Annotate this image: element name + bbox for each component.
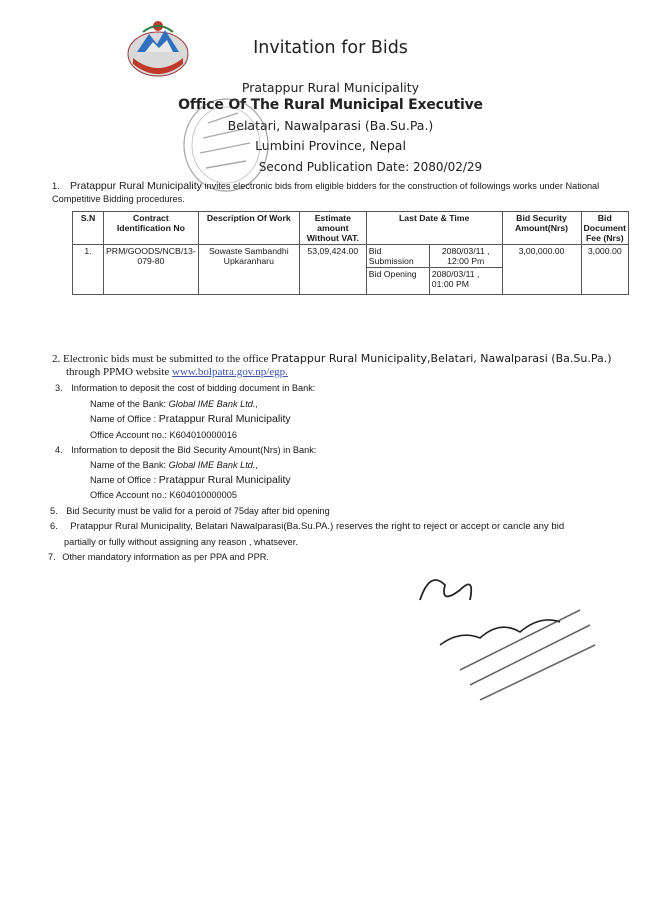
cell-submission-date: 2080/03/11 , 12:00 Pm [429,245,502,268]
item-4-account: Office Account no.: K604010000005 [90,490,237,500]
municipality-name: Pratappur Rural Municipality [241,80,420,95]
bank-label: Name of the Bank: [90,460,169,470]
cell-security: 3,00,000.00 [502,245,581,295]
table-header: S.N [73,212,104,245]
item-7 [48,551,269,564]
table-header: Bid Security Amount(Nrs) [502,212,581,245]
table-header: Last Date & Time [366,212,502,245]
item-3-number: 3. [55,383,63,393]
signature-stamp [400,560,610,710]
item-3-text: Information to deposit the cost of bidding document in Bank: [71,383,316,393]
item-4-office [90,474,291,487]
table-header: Estimate amount Without VAT. [299,212,366,245]
item-4 [55,444,316,457]
item-4-text: Information to deposit the Bid Security Amount(Nrs) in Bank: [71,445,317,455]
item-7-number: 7. [48,552,56,562]
cell-description: Sowaste Sambandhi Upkaranharu [198,245,299,295]
item-1 [52,180,612,206]
bank-name: Global IME Bank Ltd., [168,399,259,409]
cell-sn: 1. [73,245,104,295]
office-name-value: Pratappur Rural Municipality [158,413,291,425]
item-5 [50,505,330,518]
cell-fee: 3,000.00 [581,245,628,295]
table-header: Contract Identification No [104,212,199,245]
item-2-text: Electronic bids must be submitted to the office [63,353,272,365]
table-row [73,245,629,268]
publication-date: Second Publication Date: 2080/02/29 [258,160,483,174]
office-address: Belatari, Nawalparasi (Ba.Su.Pa.) [227,118,434,133]
item-2-number: 2. [52,353,61,365]
item-3-bank [90,398,258,411]
item-4-number: 4. [55,445,63,455]
table-header: Bid Document Fee (Nrs) [581,212,628,245]
office-name-value: Pratappur Rural Municipality [158,474,291,486]
table-header: Description Of Work [198,212,299,245]
item-2-office: Pratappur Rural Municipality,Belatari, Nawalparasi (Ba.Su.Pa.) [271,352,612,365]
item-1-lead: Pratappur Rural Municipality [70,180,202,192]
item-5-number: 5. [50,506,58,516]
item-5-text: Bid Security must be valid for a peroid of 75day after bid opening [66,506,330,516]
bank-name: Global IME Bank Ltd., [168,460,259,470]
cell-estimate: 53,09,424.00 [299,245,366,295]
item-3-account: Office Account no.: K604010000016 [90,430,237,440]
item-1-number: 1. [52,181,60,191]
item-6 [50,520,635,533]
item-6-text: Pratappur Rural Municipality, Belatari Nawalparasi(Ba.Su.PA.) reserves the right to reject or accept or cancle any bid [70,521,565,532]
cell-opening-label: Bid Opening [366,268,429,295]
item-2 [52,352,632,379]
item-3-office [90,413,291,426]
item-2-via: through PPMO website [66,366,173,378]
cell-opening-date: 2080/03/11 , 01:00 PM [429,268,502,295]
item-6-number: 6. [50,521,58,531]
bid-table [72,211,629,295]
province: Lumbini Province, Nepal [255,138,406,153]
bank-label: Name of the Bank: [90,399,169,409]
item-3 [55,382,315,395]
page-title: Invitation for Bids [253,38,408,58]
item-6-cont: partially or fully without assigning any reason , whatsever. [64,537,298,547]
bolpatra-link[interactable]: www.bolpatra.gov.np/egp. [172,366,288,378]
cell-contract: PRM/GOODS/NCB/13-079-80 [104,245,199,295]
item-4-bank [90,459,258,472]
item-7-text: Other mandatory information as per PPA and PPR. [62,552,269,562]
office-name: Office Of The Rural Municipal Executive [178,97,483,113]
item-1-text: invites electronic bids from eligible bidders for the construction of followings works under National Competitive Bidding procedures. [52,181,600,204]
table-header-row [73,212,629,245]
office-label: Name of Office : [90,475,159,485]
office-label: Name of Office : [90,414,159,424]
cell-submission-label: Bid Submission [366,245,429,268]
